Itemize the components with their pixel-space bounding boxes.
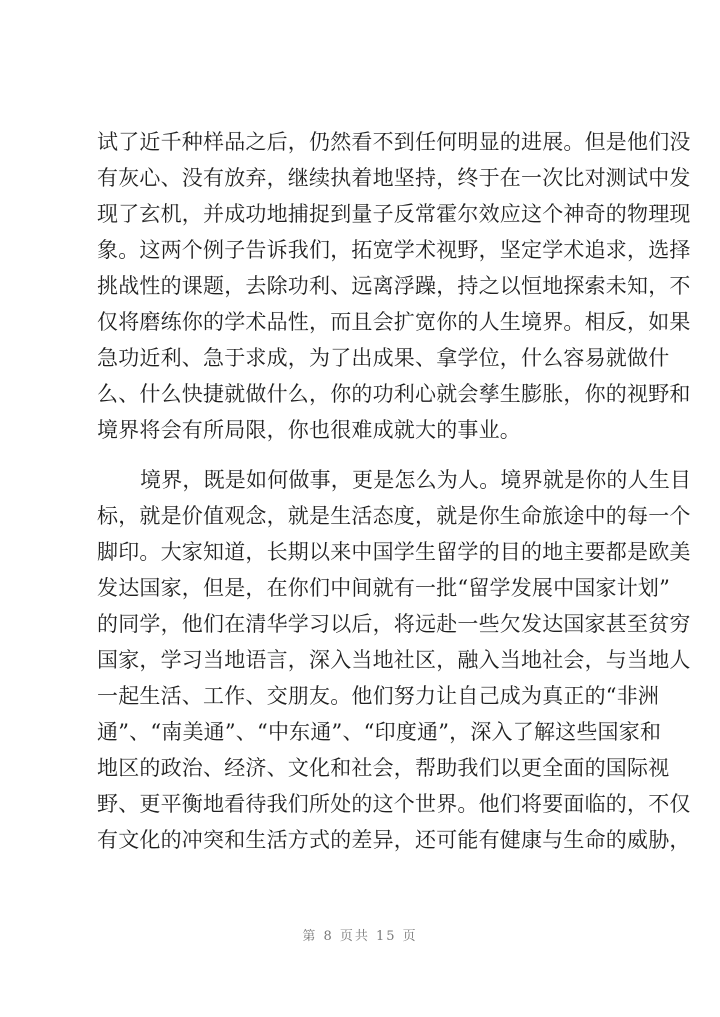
paragraph-line: 脚印。大家知道，长期以来中国学生留学的目的地主要都是欧美 xyxy=(97,540,691,564)
paragraph-line: 象。这两个例子告诉我们，拓宽学术视野，坚定学术追求，选择 xyxy=(97,238,691,262)
paragraph-line: 的同学，他们在清华学习以后，将远赴一些欠发达国家甚至贫穷 xyxy=(97,612,691,636)
paragraph-line: 标，就是价值观念，就是生活态度，就是你生命旅途中的每一个 xyxy=(97,504,691,528)
paragraph-line: 挑战性的课题，去除功利、远离浮躁，持之以恒地探索未知，不 xyxy=(97,274,691,298)
paragraph-line: 境界，既是如何做事，更是怎么为人。境界就是你的人生目 xyxy=(140,468,692,492)
page-footer: 第 8 页共 15 页 xyxy=(302,929,418,944)
paragraph-line: 现了玄机，并成功地捕捉到量子反常霍尔效应这个神奇的物理现 xyxy=(97,202,691,226)
paragraph-line: 仅将磨练你的学术品性，而且会扩宽你的人生境界。相反，如果 xyxy=(97,310,691,334)
paragraph-line: 么、什么快捷就做什么，你的功利心就会孳生膨胀，你的视野和 xyxy=(97,382,691,406)
paragraph-line: 有文化的冲突和生活方式的差异，还可能有健康与生命的威胁， xyxy=(97,828,691,852)
paragraph-line: 试了近千种样品之后，仍然看不到任何明显的进展。但是他们没 xyxy=(97,130,691,154)
paragraph-line: 一起生活、工作、交朋友。他们努力让自己成为真正的“非洲 xyxy=(97,684,660,708)
paragraph-line: 有灰心、没有放弃，继续执着地坚持，终于在一次比对测试中发 xyxy=(97,166,691,190)
paragraph-line: 急功近利、急于求成，为了出成果、拿学位，什么容易就做什 xyxy=(97,346,670,370)
paragraph-line: 地区的政治、经济、文化和社会，帮助我们以更全面的国际视 xyxy=(97,756,670,780)
paragraph-line: 野、更平衡地看待我们所处的这个世界。他们将要面临的，不仅 xyxy=(97,792,691,816)
paragraph-line: 通”、“南美通”、“中东通”、“印度通”，深入了解这些国家和 xyxy=(97,720,662,744)
paragraph-line: 国家，学习当地语言，深入当地社区，融入当地社会，与当地人 xyxy=(97,648,691,672)
paragraph-line: 境界将会有所局限，你也很难成就大的事业。 xyxy=(97,418,521,442)
paragraph-line: 发达国家，但是，在你们中间就有一批“留学发展中国家计划” xyxy=(97,576,671,600)
